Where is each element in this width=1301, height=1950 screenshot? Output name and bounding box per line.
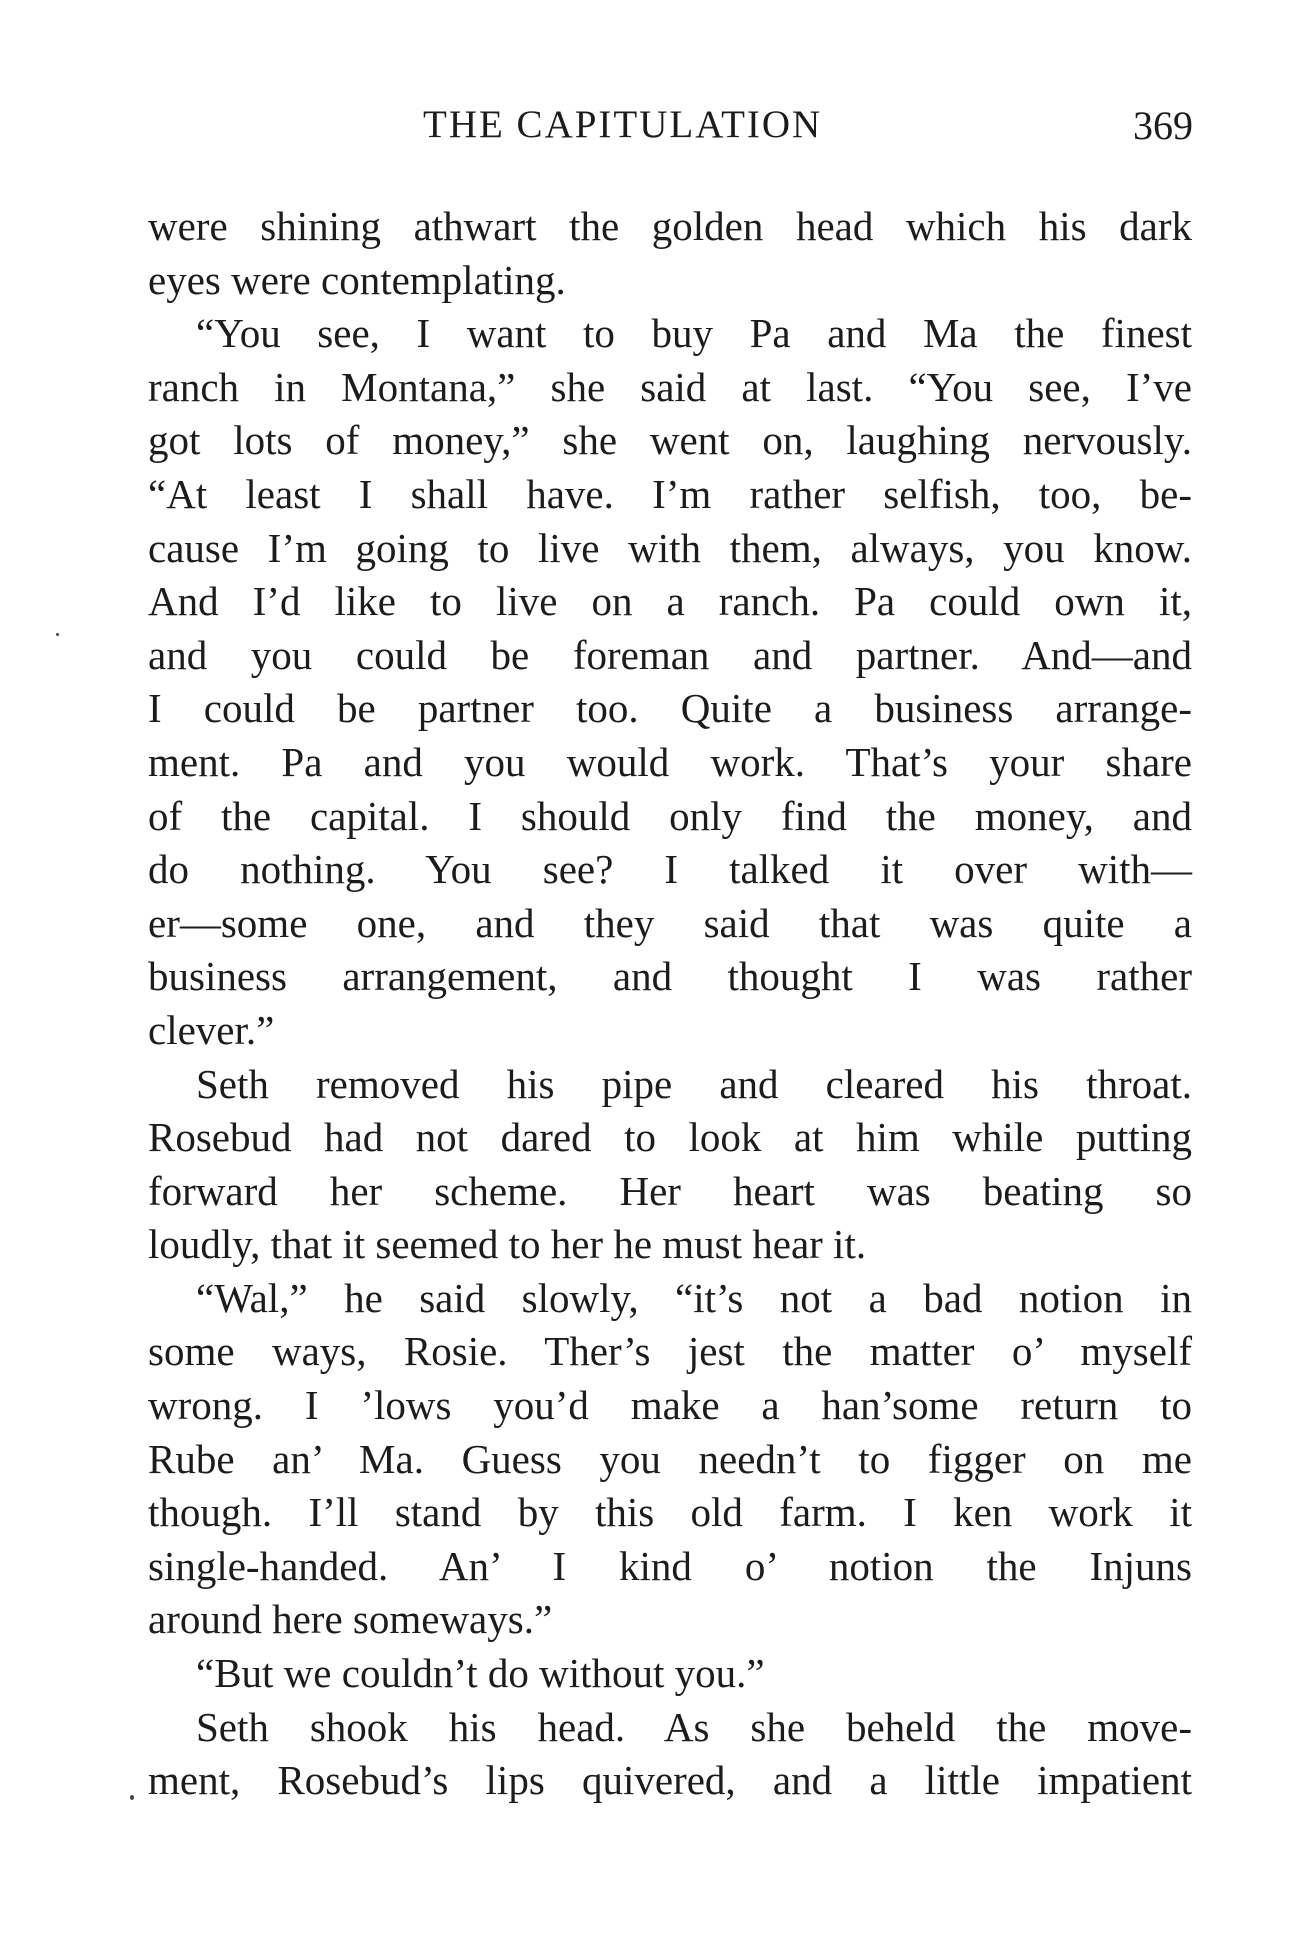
text-line: some ways, Rosie. Ther’s jest the matter o’ myself bbox=[148, 1328, 1192, 1375]
margin-speck bbox=[56, 633, 59, 636]
text-line: of the capital. I should only find the money, and bbox=[148, 792, 1192, 839]
page-number: 369 bbox=[1133, 103, 1193, 148]
text-line: and you could be foreman and partner. And—and bbox=[148, 631, 1192, 678]
text-line: ment, Rosebud’s lips quivered, and a little impatient bbox=[148, 1757, 1192, 1804]
text-line: forward her scheme. Her heart was beating so bbox=[148, 1167, 1192, 1214]
text-line: ment. Pa and you would work. That’s your share bbox=[148, 738, 1192, 785]
text-line: Seth shook his head. As she beheld the move- bbox=[196, 1703, 1192, 1750]
text-line: ranch in Montana,” she said at last. “You see, I’ve bbox=[148, 363, 1192, 410]
text-line: Rosebud had not dared to look at him while putting bbox=[148, 1114, 1192, 1161]
text-line: were shining athwart the golden head which his dark bbox=[148, 203, 1192, 249]
text-line: got lots of money,” she went on, laughing nervously. bbox=[148, 417, 1192, 464]
text-line: “Wal,” he said slowly, “it’s not a bad notion in bbox=[196, 1274, 1192, 1321]
text-line: “You see, I want to buy Pa and Ma the finest bbox=[196, 310, 1192, 357]
margin-speck bbox=[130, 1795, 134, 1800]
text-line: Seth removed his pipe and cleared his throat. bbox=[196, 1060, 1192, 1107]
text-line: loudly, that it seemed to her he must hear it. bbox=[148, 1221, 867, 1268]
text-line: cause I’m going to live with them, always, you know. bbox=[148, 524, 1192, 571]
text-line: wrong. I ’lows you’d make a han’some return to bbox=[148, 1382, 1192, 1429]
text-line: I could be partner too. Quite a business arrange- bbox=[148, 685, 1192, 732]
page-header bbox=[0, 102, 1301, 162]
text-line: single-handed. An’ I kind o’ notion the Injuns bbox=[148, 1542, 1192, 1589]
text-line: clever.” bbox=[148, 1006, 275, 1053]
text-line: er—some one, and they said that was quite a bbox=[148, 899, 1192, 946]
text-line: And I’d like to live on a ranch. Pa could own it, bbox=[148, 578, 1192, 625]
running-title: THE CAPITULATION bbox=[423, 103, 823, 146]
text-line: “But we couldn’t do without you.” bbox=[196, 1650, 765, 1697]
body-text bbox=[148, 200, 1192, 1808]
text-line: “At least I shall have. I’m rather selfish, too, be- bbox=[148, 470, 1192, 517]
text-line: Rube an’ Ma. Guess you needn’t to figger on me bbox=[148, 1435, 1192, 1482]
text-line: eyes were contemplating. bbox=[148, 256, 566, 303]
text-line: though. I’ll stand by this old farm. I ken work it bbox=[148, 1489, 1192, 1536]
text-line: around here someways.” bbox=[148, 1596, 553, 1643]
text-line: do nothing. You see? I talked it over with— bbox=[148, 846, 1192, 893]
text-line: business arrangement, and thought I was rather bbox=[148, 953, 1192, 1000]
